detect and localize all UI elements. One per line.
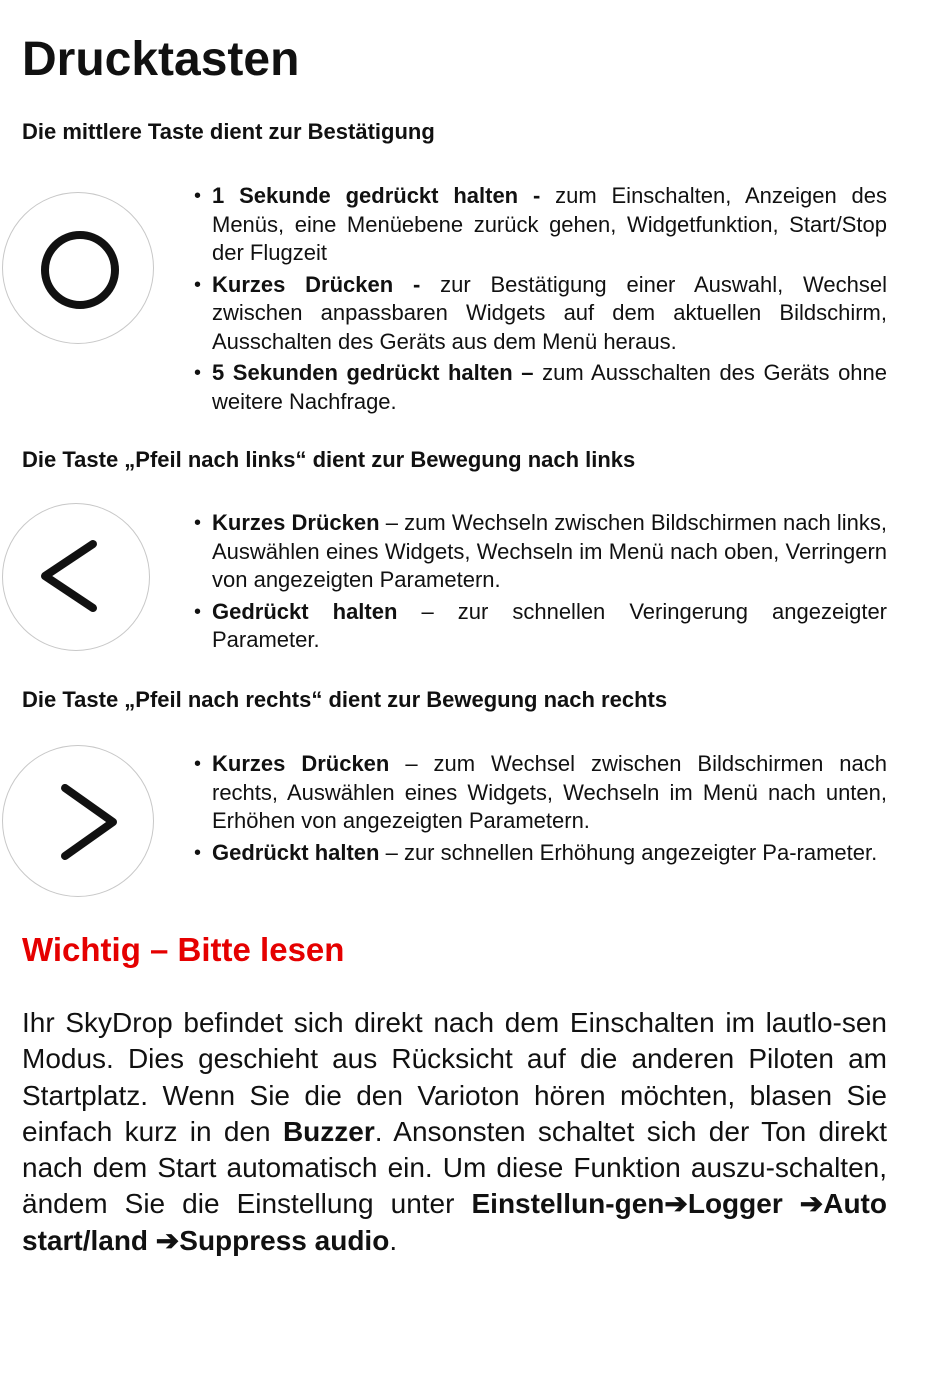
section-heading-right: Die Taste „Pfeil nach rechts“ dient zur Bewegung nach rechts <box>22 687 668 712</box>
circle-icon <box>3 193 155 345</box>
settings-path: Einstellun-gen➔Logger ➔Auto start/land ➔Suppress audio <box>22 1188 887 1256</box>
right-button-list <box>190 750 887 870</box>
right-button-illustration <box>2 745 154 897</box>
chevron-left-icon <box>3 504 151 652</box>
section-heading-left: Die Taste „Pfeil nach links“ dient zur Bewegung nach links <box>22 447 636 472</box>
middle-button-list <box>190 182 887 419</box>
list-item: • Kurzes Drücken - zur Bestätigung einer Auswahl, Wechsel zwischen anpassbaren Widgets auf dem aktuellen Bildschirm, Ausschalten des Geräts aus dem Menü heraus. <box>190 271 887 357</box>
left-button-illustration <box>2 503 150 651</box>
list-item: • Gedrückt halten – zur schnellen Erhöhung angezeigter Pa-rameter. <box>190 839 887 868</box>
chevron-right-icon <box>3 746 155 898</box>
list-item: • 5 Sekunden gedrückt halten – zum Ausschalten des Geräts ohne weitere Nachfrage. <box>190 359 887 416</box>
left-button-list <box>190 509 887 658</box>
page-title: Drucktasten <box>22 33 300 86</box>
buzzer-term: Buzzer <box>282 1115 375 1147</box>
section-heading-middle: Die mittlere Taste dient zur Bestätigung <box>22 119 435 144</box>
list-item: • 1 Sekunde gedrückt halten - zum Einschalten, Anzeigen des Menüs, eine Menüebene zurück gehen, Widgetfunktion, Start/Stop der Flugzeit <box>190 182 887 268</box>
middle-button-illustration <box>2 192 154 344</box>
list-item: • Gedrückt halten – zur schnellen Veringerung angezeigter Parameter. <box>190 598 887 655</box>
list-item: • Kurzes Drücken – zum Wechsel zwischen Bildschirmen nach rechts, Auswählen eines Widgets, Wechseln im Menü nach unten, Erhöhen von angezeigten Parametern. <box>190 750 887 836</box>
warning-paragraph: Ihr SkyDrop befindet sich direkt nach dem Einschalten im lautlo-sen Modus. Dies geschieht aus Rücksicht auf die anderen Piloten am Startplatz. Wenn Sie die den Varioton hören möchten, blasen Sie einfach kurz in den Buzzer. Ansonsten schaltet sich der Ton direkt nach dem Start automatisch ein. Um diese Funktion auszu-schalten, ändem Sie die Einstellung unter Einstellun-gen➔Logger ➔Auto start/land ➔Suppress audio. <box>22 1007 888 1256</box>
warning-heading: Wichtig – Bitte lesen <box>22 931 345 968</box>
list-item: • Kurzes Drücken – zum Wechseln zwischen Bildschirmen nach links, Auswählen eines Widgets, Wechseln im Menü nach oben, Verringern von angezeigten Parametern. <box>190 509 887 595</box>
